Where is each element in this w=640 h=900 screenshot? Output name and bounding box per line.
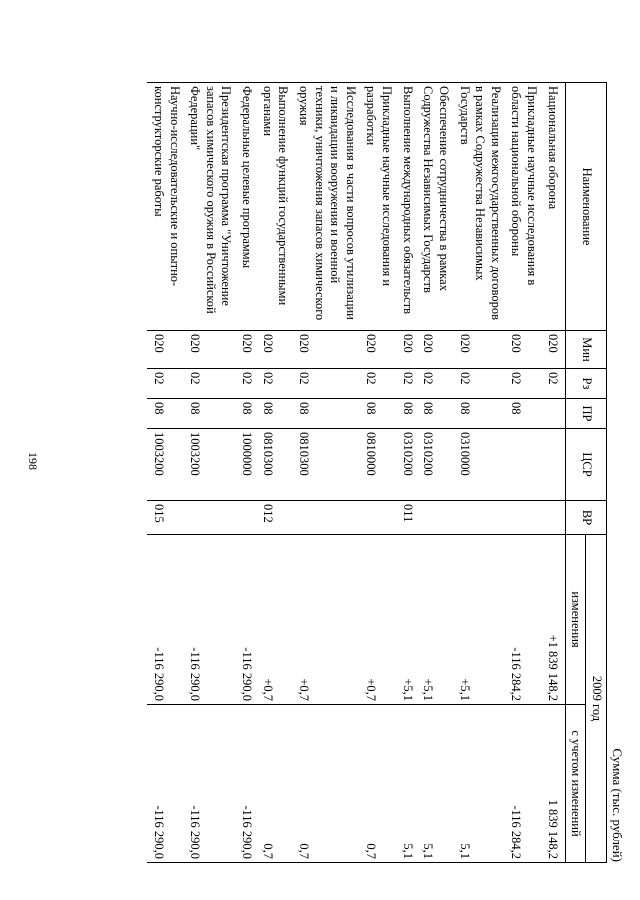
header-name: Наименование [565, 83, 606, 331]
header-with-changes: с учетом изменений [565, 705, 586, 863]
cell-csr: 0310200 [396, 429, 417, 501]
cell-name: Обеспечение сотрудничества в рамках Содружества Независимых Государств [417, 83, 453, 331]
cell-min: 020 [256, 331, 292, 369]
cell-vr: 015 [147, 501, 183, 535]
cell-name: Президентская программа "Уничтожение запасов химического оружия в Российской Федерации" [184, 83, 236, 331]
cell-name: Прикладные научные исследования в области национальной обороны [505, 83, 541, 331]
cell-rz: 02 [396, 369, 417, 399]
cell-vr: 012 [256, 501, 292, 535]
cell-min: 020 [184, 331, 236, 369]
cell-total: 0,7 [360, 705, 396, 863]
cell-csr: 1003200 [184, 429, 236, 501]
cell-changes: +5,1 [417, 535, 453, 705]
cell-name: Выполнение функций государственными органами [256, 83, 292, 331]
cell-rz: 02 [147, 369, 183, 399]
cell-total: -116 290,0 [147, 705, 183, 863]
header-vr: ВР [565, 501, 606, 535]
cell-pr: 08 [360, 399, 396, 429]
header-changes: изменения [565, 535, 586, 705]
table-row [292, 83, 360, 863]
budget-table [147, 82, 607, 863]
cell-pr [541, 399, 565, 429]
cell-changes: +0,7 [360, 535, 396, 705]
cell-min: 020 [292, 331, 360, 369]
cell-vr [505, 501, 541, 535]
cell-vr [541, 501, 565, 535]
cell-rz: 02 [292, 369, 360, 399]
cell-vr [292, 501, 360, 535]
header-min: Мин [565, 331, 606, 369]
header-pr: ПР [565, 399, 606, 429]
cell-rz: 02 [236, 369, 257, 399]
table-row [453, 83, 505, 863]
table-row [236, 83, 257, 863]
cell-pr: 08 [417, 399, 453, 429]
table-body [147, 83, 565, 863]
cell-csr: 0310200 [417, 429, 453, 501]
cell-name: Исследования в части вопросов утилизации и ликвидации вооружения и военной техники, уничтожения запасов химического оружия [292, 83, 360, 331]
cell-rz: 02 [256, 369, 292, 399]
cell-changes: -116 284,2 [505, 535, 541, 705]
cell-changes: -116 290,0 [147, 535, 183, 705]
cell-csr: 0810000 [360, 429, 396, 501]
cell-min: 020 [417, 331, 453, 369]
cell-total: -116 290,0 [184, 705, 236, 863]
cell-pr: 08 [396, 399, 417, 429]
cell-min: 020 [236, 331, 257, 369]
cell-name: Прикладные научные исследования и разработки [360, 83, 396, 331]
table-row [505, 83, 541, 863]
cell-name: Национальная оборона [541, 83, 565, 331]
table-row [360, 83, 396, 863]
cell-total: 5,1 [396, 705, 417, 863]
cell-csr [541, 429, 565, 501]
cell-total: 0,7 [292, 705, 360, 863]
page-number: 198 [26, 452, 40, 470]
cell-name: Реализация межгосударственных договоров в рамках Содружества Независимых Государств [453, 83, 505, 331]
cell-csr: 0810300 [292, 429, 360, 501]
cell-total: 5,1 [453, 705, 505, 863]
cell-changes: +5,1 [396, 535, 417, 705]
cell-total: -116 284,2 [505, 705, 541, 863]
cell-min: 020 [541, 331, 565, 369]
cell-rz: 02 [453, 369, 505, 399]
cell-pr: 08 [256, 399, 292, 429]
cell-vr: 011 [396, 501, 417, 535]
cell-rz: 02 [505, 369, 541, 399]
cell-vr [236, 501, 257, 535]
cell-name: Научно-исследовательские и опытно-конструкторские работы [147, 83, 183, 331]
table-row [417, 83, 453, 863]
cell-pr: 08 [292, 399, 360, 429]
cell-pr: 08 [453, 399, 505, 429]
cell-csr: 0810300 [256, 429, 292, 501]
cell-pr: 08 [236, 399, 257, 429]
cell-vr [417, 501, 453, 535]
cell-csr: 0310000 [453, 429, 505, 501]
table-row [147, 83, 183, 863]
cell-min: 020 [453, 331, 505, 369]
cell-vr [360, 501, 396, 535]
cell-vr [184, 501, 236, 535]
cell-total: 1 839 148,2 [541, 705, 565, 863]
cell-csr [505, 429, 541, 501]
cell-changes: +0,7 [292, 535, 360, 705]
cell-pr: 08 [147, 399, 183, 429]
header-year: 2009 год [586, 535, 607, 863]
cell-min: 020 [360, 331, 396, 369]
cell-name: Федеральные целевые программы [236, 83, 257, 331]
cell-rz: 02 [360, 369, 396, 399]
table-row [184, 83, 236, 863]
header-rz: Рз [565, 369, 606, 399]
rotated-table-area [152, 82, 625, 862]
cell-rz: 02 [184, 369, 236, 399]
cell-min: 020 [147, 331, 183, 369]
cell-name: Выполнение международных обязательств [396, 83, 417, 331]
cell-rz: 02 [417, 369, 453, 399]
cell-vr [453, 501, 505, 535]
cell-csr: 1003200 [147, 429, 183, 501]
cell-changes: -116 290,0 [184, 535, 236, 705]
table-row [541, 83, 565, 863]
header-csr: ЦСР [565, 429, 606, 501]
cell-total: 0,7 [256, 705, 292, 863]
cell-csr: 1000000 [236, 429, 257, 501]
cell-changes: +0,7 [256, 535, 292, 705]
table-row [396, 83, 417, 863]
cell-changes: +5,1 [453, 535, 505, 705]
cell-changes: +1 839 148,2 [541, 535, 565, 705]
cell-pr: 08 [505, 399, 541, 429]
cell-total: -116 290,0 [236, 705, 257, 863]
cell-min: 020 [505, 331, 541, 369]
cell-min: 020 [396, 331, 417, 369]
cell-rz: 02 [541, 369, 565, 399]
cell-total: 5,1 [417, 705, 453, 863]
units-caption: Сумма (тыс. рублей) [610, 748, 625, 862]
cell-pr: 08 [184, 399, 236, 429]
table-row [256, 83, 292, 863]
cell-changes: -116 290,0 [236, 535, 257, 705]
